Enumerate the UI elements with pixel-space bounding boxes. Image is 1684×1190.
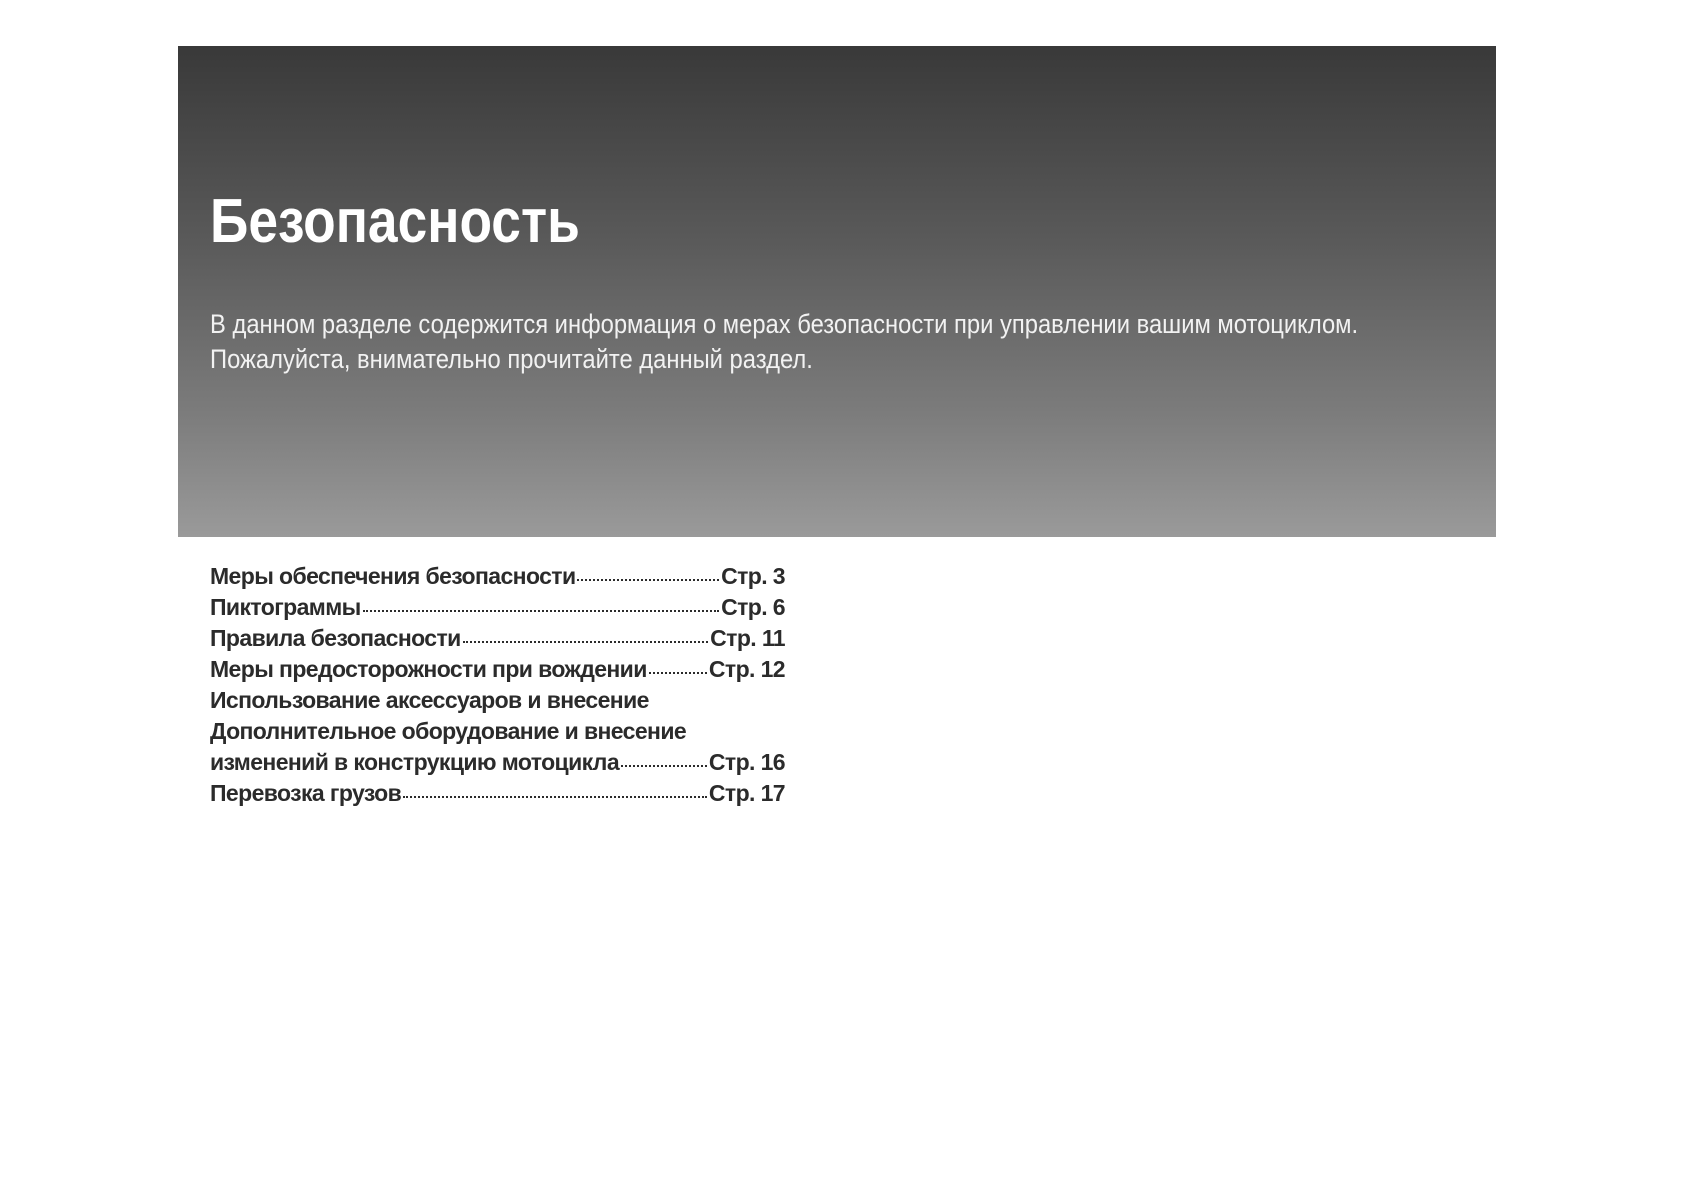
intro-line-1: В данном разделе содержится информация о мерах безопасности при управлении вашим мотоциклом.	[210, 309, 1359, 339]
toc-dot-leader	[649, 672, 707, 674]
toc-entry-page: Стр. 16	[708, 749, 785, 775]
toc-entry[interactable]	[210, 594, 785, 625]
toc-entry[interactable]	[210, 687, 785, 718]
toc-entry[interactable]	[210, 780, 785, 811]
toc-entry-title: Пиктограммы	[210, 594, 361, 620]
toc-dot-leader	[463, 641, 709, 643]
toc-entry-title: Меры предосторожности при вождении	[210, 656, 647, 682]
toc-entry[interactable]	[210, 749, 785, 780]
toc-dot-leader	[621, 765, 707, 767]
toc-dot-leader	[363, 610, 719, 612]
section-title: Безопасность	[210, 187, 580, 256]
toc-entry[interactable]	[210, 563, 785, 594]
toc-entry-page: Стр. 3	[721, 563, 785, 589]
table-of-contents	[210, 563, 785, 811]
toc-entry-page: Стр. 17	[708, 780, 785, 806]
toc-entry-title: Перевозка грузов	[210, 780, 402, 806]
toc-entry-title: Правила безопасности	[210, 625, 461, 651]
toc-entry-page: Стр. 11	[710, 625, 785, 651]
toc-entry-page: Стр. 12	[708, 656, 785, 682]
toc-entry[interactable]	[210, 718, 785, 749]
toc-entry-page: Стр. 6	[721, 594, 785, 620]
toc-entry-title: Использование аксессуаров и внесение	[210, 687, 649, 713]
toc-entry-title: изменений в конструкцию мотоцикла	[210, 749, 620, 775]
intro-line-2: Пожалуйста, внимательно прочитайте данный раздел.	[210, 344, 813, 374]
toc-dot-leader	[403, 796, 707, 798]
section-header-banner	[178, 46, 1496, 537]
toc-entry[interactable]	[210, 625, 785, 656]
section-intro	[210, 307, 1442, 377]
toc-entry[interactable]	[210, 656, 785, 687]
toc-entry-title: Меры обеспечения безопасности	[210, 563, 576, 589]
toc-entry-title: Дополнительное оборудование и внесение	[210, 718, 687, 744]
toc-dot-leader	[577, 579, 719, 581]
